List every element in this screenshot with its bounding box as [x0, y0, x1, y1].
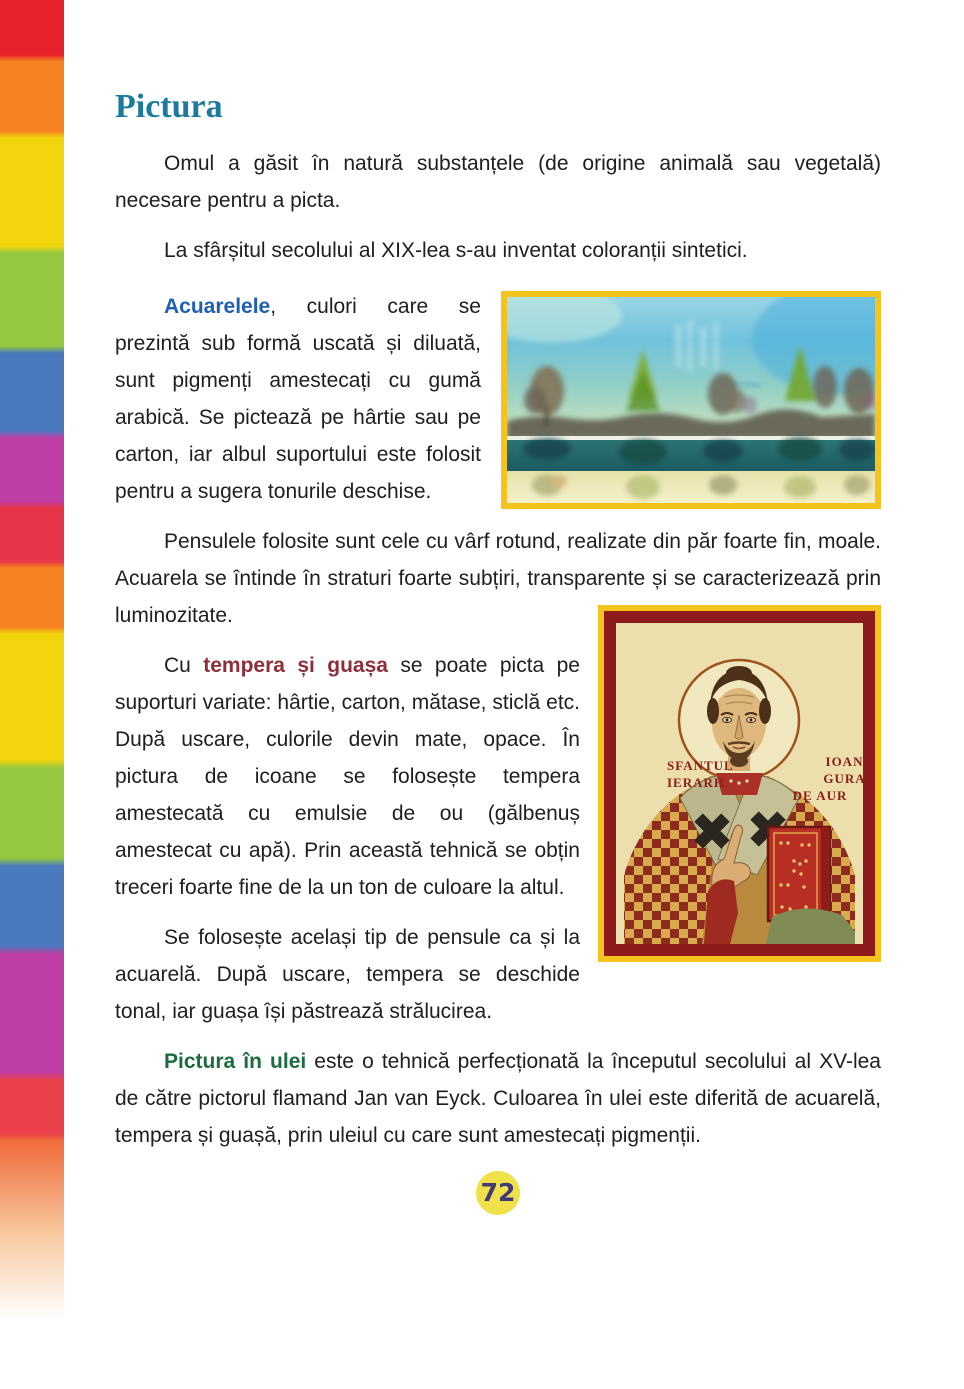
icon-label-ierarh: IERARH [667, 775, 726, 791]
paragraph-tempera-pre: Cu [164, 654, 204, 678]
watercolor-painting [507, 297, 875, 503]
paragraph-brushes: Pensulele folosite sunt cele cu vârf rotund, realizate din păr foarte fin, moale. Acuarela se întinde în straturi foarte subțiri, transparente și se caracterizează prin luminozitate. [115, 530, 881, 628]
paragraph-watercolors-text: , culori care se prezintă sub formă uscată și diluată, sunt pigmenți amestecați cu gumă arabică. Se pictează pe hârtie sau pe carton, iar albul suportului este folosit pentru a sugera tonurile deschise. [115, 295, 481, 504]
paragraph-watercolors [115, 288, 881, 510]
watercolor-landscape-image [501, 291, 881, 509]
rainbow-edge-decoration [0, 0, 64, 1389]
page-footer [115, 1167, 881, 1215]
page-title: Pictura [115, 88, 223, 125]
paragraph-intro: Omul a găsit în natură substanțele (de origine animală sau vegetală) necesare pentru a picta. [115, 152, 881, 213]
saint-icon-image [598, 605, 881, 962]
paragraph-oil-painting [115, 1043, 881, 1154]
page-number-badge: 72 [476, 1171, 520, 1215]
icon-label-right [770, 753, 870, 804]
icon-label-sfantul: SFANTUL [667, 758, 734, 774]
paragraph-oil-text: este o tehnică perfecționată la începutul secolului al XV-lea de către pictorul flamand Jan van Eyck. Culoarea în ulei este diferită de acuarelă, tempera și guașă, prin uleiul cu care sunt amestecați pigmenții. [115, 1050, 881, 1148]
paragraph-synthetic-colorants: La sfârșitul secolului al XIX-lea s-au inventat coloranții sintetici. [164, 239, 748, 263]
term-acuarelele: Acuarelele [164, 295, 271, 319]
page-content [115, 88, 881, 1215]
icon-label-left [618, 757, 734, 791]
paragraph-brushes-2: Se folosește același tip de pensule ca și la acuarelă. După uscare, tempera se deschide tonal, iar guașa își păstrează strălucirea. [115, 926, 580, 1024]
term-tempera-guasa: tempera și guașa [203, 654, 388, 678]
icon-label-ioan: IOAN [825, 754, 864, 770]
paragraph-tempera-text: se poate picta pe suporturi variate: hârtie, carton, mătase, sticlă etc. După uscare, culorile devin mate, opace. În pictura de icoane se folosește tempera amestecată cu emulsie de ou (gălbenuș amestecat cu apă). Prin această tehnică se obțin treceri foarte fine de la un ton de culoare la altul. [115, 654, 580, 900]
term-pictura-in-ulei: Pictura în ulei [164, 1050, 307, 1074]
paragraph-tempera [115, 647, 881, 906]
icon-label-gura-de-aur: GURA DE AUR [792, 771, 866, 804]
